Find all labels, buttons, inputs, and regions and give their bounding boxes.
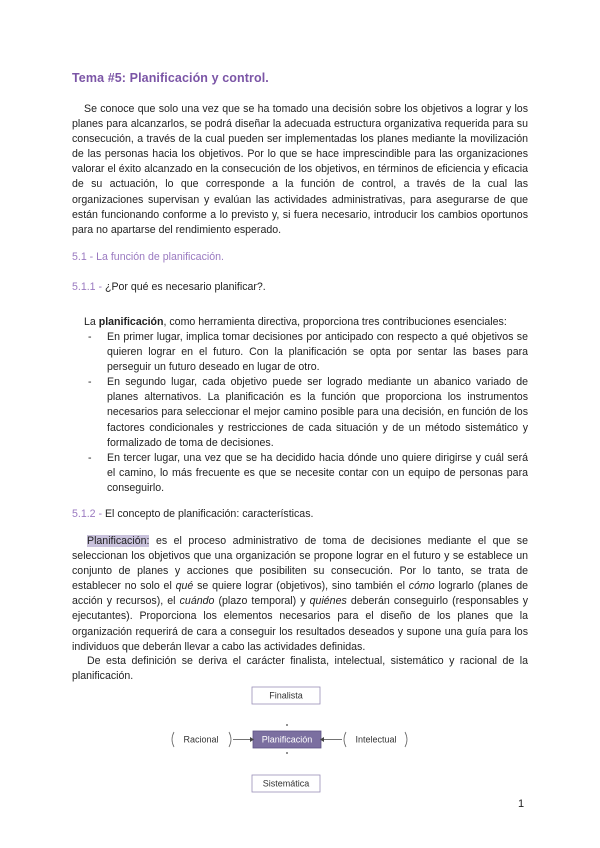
- diagram-bracket-right-close: [405, 732, 407, 747]
- italic-term: qué: [175, 580, 194, 593]
- definition-text: es el proceso administrativo de toma de decisiones mediante el que se seleccionan los objetivos que una organización se propone lograr en el futuro y se establece un conjunto de planes y acciones que posibiliten su consecución. Por lo tanto, se trata de establecer no solo el: [72, 535, 528, 593]
- definition-text: (plazo temporal) y: [214, 595, 310, 608]
- highlighted-term: Planificación:: [87, 535, 150, 547]
- list-item-text: En primer lugar, implica tomar decisiones por anticipado con respecto a qué objetivos se quieren lograr en el futuro. Con la planificación se opta por sentar las bases para perseguir un futuro deseado en lugar de otro.: [107, 331, 528, 374]
- list-item: - En primer lugar, implica tomar decisiones por anticipado con respecto a qué objetivos se quieren lograr en el futuro. Con la planificación se opta por sentar las bases para perseguir un futuro deseado en lugar de otro.: [88, 331, 528, 374]
- italic-term: cuándo: [179, 595, 215, 608]
- lead-text-continuation: , como herramienta directiva, proporciona tres contribuciones esenciales:: [163, 316, 507, 328]
- diagram-label-top: Finalista: [269, 690, 303, 701]
- list-item: - En segundo lugar, cada objetivo puede ser logrado mediante un abanico variado de planes alternativos. La planificación es la función que proporciona los instrumentos necesarios para seleccionar el mejor camino posible para una decisión, en función de los factores condicionales y restricciones de cada situación y de un método sistemático y formalizado de toma de decisiones.: [88, 376, 528, 449]
- italic-term: cómo: [408, 580, 435, 593]
- section-number: 5.1.2 -: [72, 508, 105, 520]
- diagram-connector-dot-bottom: [286, 752, 288, 754]
- derivation-paragraph: De esta definición se deriva el carácter finalista, intelectual, sistemático y racional de la planificación.: [72, 655, 528, 683]
- diagram-bracket-right-open: [344, 732, 346, 747]
- definition-text: deberán conseguirlo (responsables y ejecutantes). Proporciona los elementos necesarios para el diseño de los planes que la organización requerirá de cara a conseguir los resultados deseados y supone una guía para los individuos que deberán llevar a cabo las actividades definidas.: [72, 595, 529, 653]
- diagram-label-left: Racional: [183, 734, 219, 745]
- diagram-bracket-left-close: [229, 732, 231, 747]
- diagram-bracket-left-open: [172, 732, 174, 747]
- page-number: 1: [518, 798, 525, 810]
- list-item: - En tercer lugar, una vez que se ha decidido hacia dónde uno quiere dirigirse y cuál será el camino, lo más frecuente es que se necesite contar con un equipo de personas para conseguirlo.: [88, 451, 528, 494]
- section-number: 5.1.1 -: [72, 281, 105, 293]
- page-title: Tema #5: Planificación y control.: [72, 71, 269, 85]
- diagram-label-right: Intelectual: [355, 734, 397, 745]
- list-item-text: En tercer lugar, una vez que se ha decidido hacia dónde uno quiere dirigirse y cuál será el camino, lo más frecuente es que se necesite contar con un equipo de personas para conseguirlo.: [107, 451, 528, 494]
- section-title: El concepto de planificación: características.: [104, 508, 314, 520]
- definition-text: se quiere lograr (objetivos), sino también el: [193, 580, 409, 593]
- lead-bold-term: planificación: [98, 316, 164, 328]
- diagram-label-center: Planificación: [261, 734, 313, 745]
- lead-text: La: [84, 316, 99, 328]
- list-item-text: En segundo lugar, cada objetivo puede ser logrado mediante un abanico variado de planes alternativos. La planificación es la función que proporciona los instrumentos necesarios para seleccionar el mejor camino posible para una decisión, en función de los factores condicionales y restricciones de cada situación y de un método sistemático y formalizado de toma de decisiones.: [107, 376, 528, 449]
- italic-term: quiénes: [309, 595, 347, 608]
- section-title: ¿Por qué es necesario planificar?.: [104, 281, 266, 293]
- diagram-connector-dot-top: [286, 724, 288, 726]
- diagram-label-bottom: Sistemática: [262, 778, 310, 789]
- section-heading-5-1: 5.1 - La función de planificación.: [72, 251, 224, 263]
- definition-text: lograrlo (planes de acción y recursos), el: [72, 580, 528, 608]
- intro-paragraph: Se conoce que solo una vez que se ha tomado una decisión sobre los objetivos a lograr y los planes para alcanzarlos, se podrá diseñar la adecuada estructura organizativa requerida para su consecución, a través de la cual pueden ser implementadas los planes mediante la movilización de las personas hacia los objetivos. Por lo que se hace imprescindible para las organizaciones valorar el éxito alcanzado en la consecución de los objetivos, en términos de eficiencia y eficacia de su actuación, lo que corresponde a la función de control, a través de la cual las organizaciones supervisan y evalúan las actividades administrativas, para asegurarse de que están funcionando conforme a lo previsto y, si fuera necesario, introducir los cambios oportunos para no apartarse del rendimiento esperado.: [72, 103, 528, 236]
